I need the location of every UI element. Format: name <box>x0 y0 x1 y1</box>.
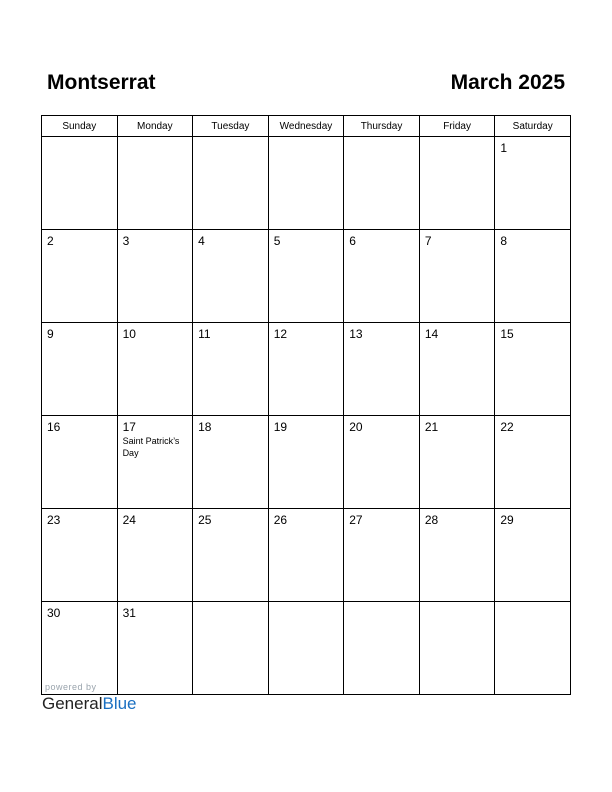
day-number: 21 <box>424 420 439 434</box>
day-cell <box>344 230 420 323</box>
day-cell <box>117 230 193 323</box>
week-row <box>42 230 571 323</box>
day-number: 25 <box>198 513 212 527</box>
week-row <box>42 416 571 509</box>
day-cell <box>495 509 571 602</box>
day-number: 1 <box>500 141 508 155</box>
day-cell <box>268 230 344 323</box>
weekday-header-saturday: Saturday <box>495 116 571 137</box>
day-cell <box>495 416 571 509</box>
day-cell <box>42 137 118 230</box>
day-number: 26 <box>273 513 288 527</box>
day-cell <box>42 509 118 602</box>
calendar-country-title: Montserrat <box>47 71 156 94</box>
day-cell <box>268 509 344 602</box>
generalblue-logo <box>42 694 137 714</box>
day-number: 11 <box>198 327 211 341</box>
day-number: 28 <box>424 513 439 527</box>
day-cell <box>344 416 420 509</box>
day-cell <box>117 416 193 509</box>
day-cell <box>268 137 344 230</box>
calendar-month-title: March 2025 <box>450 71 565 94</box>
day-number: 24 <box>122 513 136 527</box>
day-cell <box>344 137 420 230</box>
day-cell <box>495 323 571 416</box>
day-number: 8 <box>500 234 508 248</box>
weekday-header-wednesday: Wednesday <box>268 116 344 137</box>
day-cell <box>268 416 344 509</box>
day-cell <box>42 416 118 509</box>
powered-by-label: powered by <box>45 682 97 692</box>
weekday-header-tuesday: Tuesday <box>193 116 269 137</box>
day-number: 3 <box>122 234 130 248</box>
calendar-grid <box>41 115 571 695</box>
holiday-label: Saint Patrick’s Day <box>122 436 180 458</box>
day-number: 18 <box>198 420 212 434</box>
day-number: 4 <box>198 234 205 248</box>
day-number: 7 <box>424 234 432 248</box>
day-cell <box>419 137 495 230</box>
day-number: 10 <box>122 327 136 341</box>
day-cell <box>117 602 193 695</box>
calendar-body <box>42 137 571 695</box>
day-cell <box>117 323 193 416</box>
day-cell <box>193 509 269 602</box>
day-number: 12 <box>273 327 288 341</box>
weekday-header-row <box>42 116 571 137</box>
day-cell <box>419 416 495 509</box>
day-cell <box>42 230 118 323</box>
day-cell <box>193 323 269 416</box>
day-number: 9 <box>47 327 54 341</box>
day-number: 31 <box>122 606 136 620</box>
day-cell <box>495 137 571 230</box>
day-number: 23 <box>47 513 61 527</box>
week-row <box>42 602 571 695</box>
day-cell <box>495 602 571 695</box>
day-cell <box>117 509 193 602</box>
day-cell <box>344 509 420 602</box>
day-number: 29 <box>500 513 514 527</box>
day-number: 20 <box>349 420 363 434</box>
day-cell <box>268 323 344 416</box>
weekday-header-friday: Friday <box>419 116 495 137</box>
week-row <box>42 323 571 416</box>
day-number: 17 <box>122 420 136 434</box>
day-cell <box>419 323 495 416</box>
day-number: 15 <box>500 327 514 341</box>
day-number: 6 <box>349 234 356 248</box>
weekday-header-thursday: Thursday <box>344 116 420 137</box>
week-row <box>42 137 571 230</box>
week-row <box>42 509 571 602</box>
brand-blue-text: Blue <box>102 694 137 713</box>
day-cell <box>495 230 571 323</box>
day-number: 22 <box>500 420 514 434</box>
day-cell <box>42 323 118 416</box>
weekday-header-monday: Monday <box>117 116 193 137</box>
day-number: 13 <box>349 327 363 341</box>
day-number: 2 <box>47 234 54 248</box>
day-cell <box>268 602 344 695</box>
day-cell <box>419 509 495 602</box>
brand-general-text: General <box>42 694 103 713</box>
day-cell <box>344 323 420 416</box>
day-cell <box>193 137 269 230</box>
day-cell <box>419 602 495 695</box>
day-number: 14 <box>424 327 439 341</box>
day-number: 16 <box>47 420 61 434</box>
day-number: 27 <box>349 513 363 527</box>
day-number: 5 <box>273 234 281 248</box>
day-cell <box>193 230 269 323</box>
day-number: 19 <box>273 420 288 434</box>
day-cell <box>419 230 495 323</box>
day-number: 30 <box>47 606 61 620</box>
day-cell <box>42 602 118 695</box>
day-cell <box>344 602 420 695</box>
weekday-header-sunday: Sunday <box>42 116 118 137</box>
day-cell <box>193 416 269 509</box>
day-cell <box>193 602 269 695</box>
day-cell <box>117 137 193 230</box>
